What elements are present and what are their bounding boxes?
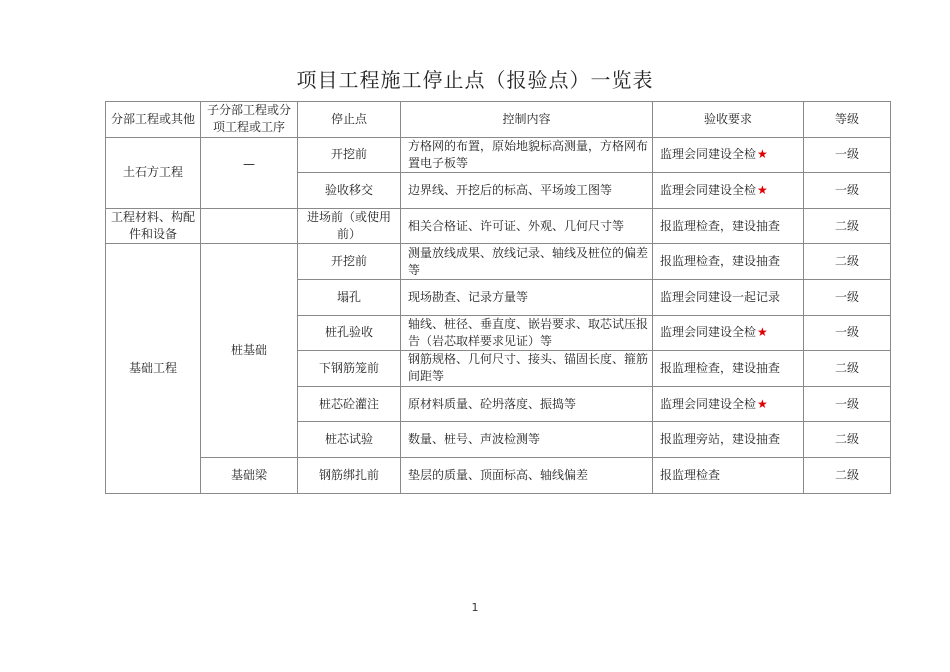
stop-point-cell: 下钢筋笼前 [298,351,401,387]
sub-division-cell: 基础梁 [201,457,298,493]
star-icon: ★ [757,325,768,340]
stop-point-cell: 桩芯试验 [298,422,401,458]
table-row [106,244,891,280]
acceptance-requirement-cell: 报监理检查 [653,457,804,493]
stop-point-cell: 开挖前 [298,137,401,173]
control-content-cell: 测量放线成果、放线记录、轴线及桩位的偏差等 [401,244,653,280]
acceptance-requirement-cell: 报监理检查，建设抽查 [653,208,804,244]
division-cell: 工程材料、构配件和设备 [106,208,201,244]
header-control-content: 控制内容 [401,102,653,138]
control-content-cell: 数量、桩号、声波检测等 [401,422,653,458]
table-row [106,457,891,493]
stop-point-cell: 塌孔 [298,279,401,315]
sub-division-cell: — [201,137,298,208]
division-cell: 基础工程 [106,244,201,493]
grade-cell: 一级 [804,315,891,351]
header-grade: 等级 [804,102,891,138]
control-content-cell: 相关合格证、许可证、外观、几何尺寸等 [401,208,653,244]
document-title: 项目工程施工停止点（报验点）一览表 [296,68,654,92]
stop-point-cell: 桩孔验收 [298,315,401,351]
stop-point-cell: 进场前（或使用前） [298,208,401,244]
control-content-cell: 原材料质量、砼坍落度、振捣等 [401,386,653,422]
header-stop-point: 停止点 [298,102,401,138]
division-cell: 土石方工程 [106,137,201,208]
stop-point-cell: 验收移交 [298,173,401,209]
control-content-cell: 现场勘查、记录方量等 [401,279,653,315]
stop-point-table [105,101,891,494]
grade-cell: 二级 [804,457,891,493]
acceptance-requirement-cell: 监理会同建设全检★ [653,386,804,422]
acceptance-requirement-cell: 监理会同建设全检★ [653,315,804,351]
table-header-row [106,102,891,138]
control-content-cell: 边界线、开挖后的标高、平场竣工图等 [401,173,653,209]
sub-division-cell [201,208,298,244]
control-content-cell: 轴线、桩径、垂直度、嵌岩要求、取芯试压报告（岩芯取样要求见证）等 [401,315,653,351]
control-content-cell: 钢筋规格、几何尺寸、接头、锚固长度、箍筋间距等 [401,351,653,387]
acceptance-requirement-cell: 报监理检查，建设抽查 [653,351,804,387]
grade-cell: 一级 [804,137,891,173]
star-icon: ★ [757,147,768,162]
grade-cell: 二级 [804,422,891,458]
acceptance-requirement-cell: 报监理旁站，建设抽查 [653,422,804,458]
page-number: 1 [471,601,479,614]
acceptance-requirement-cell: 监理会同建设全检★ [653,173,804,209]
star-icon: ★ [757,182,768,197]
control-content-cell: 垫层的质量、顶面标高、轴线偏差 [401,457,653,493]
table-row [106,208,891,244]
table-row [106,137,891,173]
acceptance-requirement-cell: 报监理检查，建设抽查 [653,244,804,280]
header-acceptance-requirement: 验收要求 [653,102,804,138]
sub-division-cell: 桩基础 [201,244,298,458]
grade-cell: 一级 [804,279,891,315]
header-sub-division: 子分部工程或分项工程或工序 [201,102,298,138]
stop-point-cell: 桩芯砼灌注 [298,386,401,422]
grade-cell: 二级 [804,244,891,280]
grade-cell: 一级 [804,173,891,209]
control-content-cell: 方格网的布置，原始地貌标高测量，方格网布置电子板等 [401,137,653,173]
stop-point-cell: 钢筋绑扎前 [298,457,401,493]
star-icon: ★ [757,396,768,411]
grade-cell: 二级 [804,351,891,387]
grade-cell: 一级 [804,386,891,422]
acceptance-requirement-cell: 监理会同建设一起记录 [653,279,804,315]
stop-point-cell: 开挖前 [298,244,401,280]
header-division: 分部工程或其他 [106,102,201,138]
grade-cell: 二级 [804,208,891,244]
acceptance-requirement-cell: 监理会同建设全检★ [653,137,804,173]
